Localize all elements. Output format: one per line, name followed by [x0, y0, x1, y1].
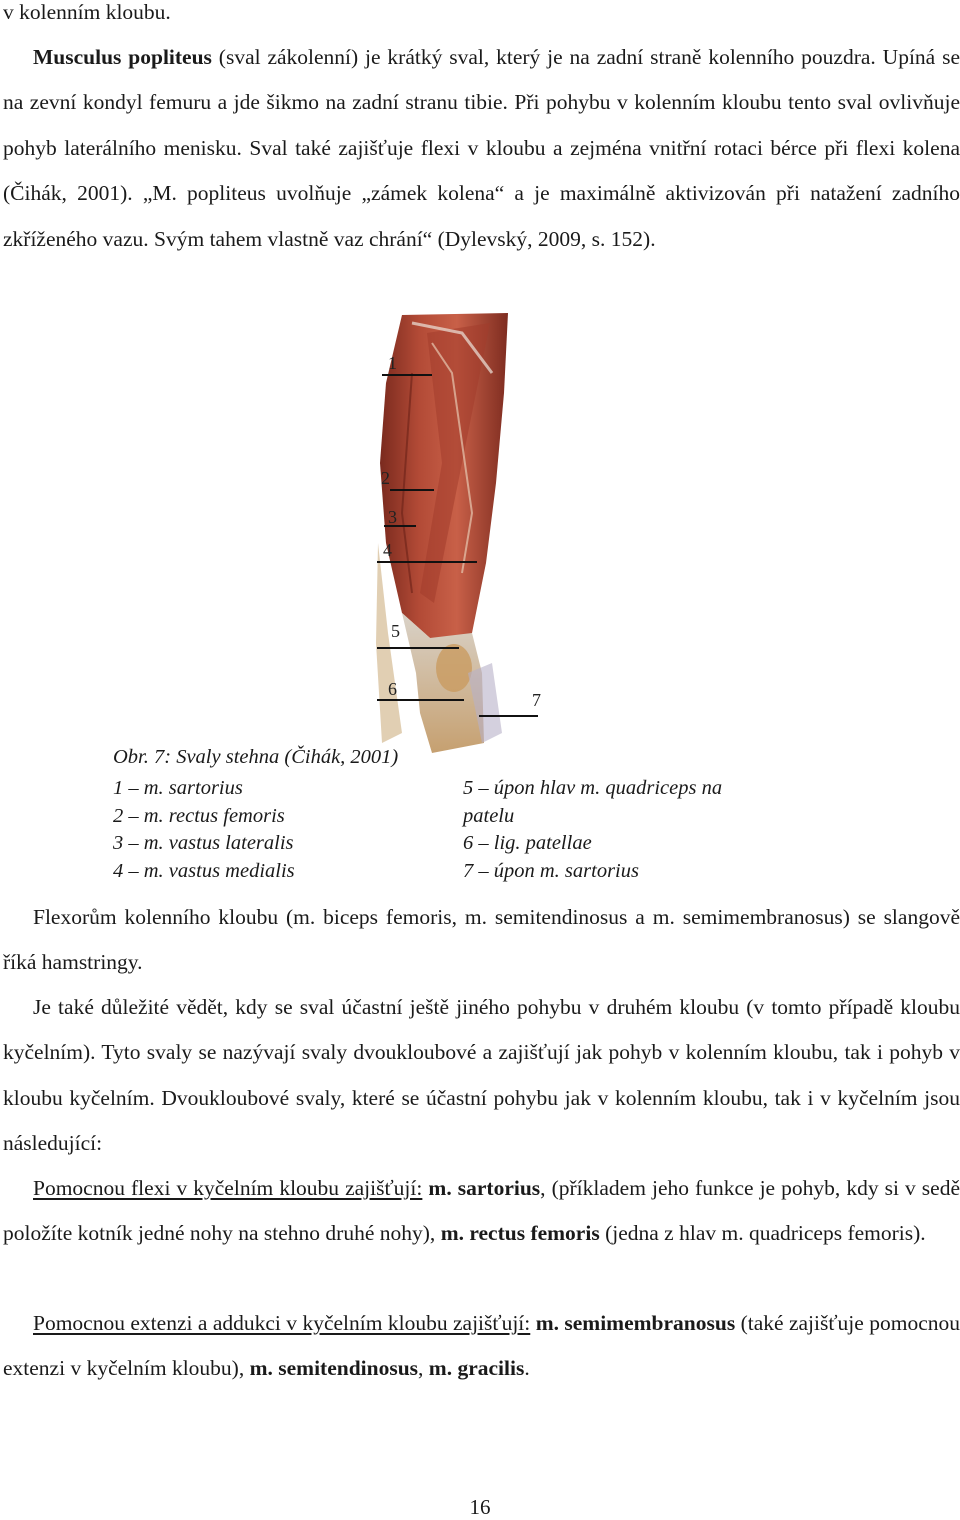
thigh-muscles-figure: [372, 313, 542, 753]
thigh-illustration: [372, 313, 542, 753]
bold-term: m. semimembranosus: [535, 1311, 736, 1335]
bold-term: m. rectus femoris: [440, 1221, 600, 1246]
figure-label-4: 4: [383, 540, 392, 560]
paragraph-text: , (příkladem jeho funkce je pohyb, kdy si v sedě položíte kotník jedné nohy na stehno druhé nohy),: [3, 1176, 960, 1246]
paragraph-text: (jedna z hlav m. quadriceps femoris).: [599, 1221, 926, 1246]
figure-caption: Obr. 7: Svaly stehna (Čihák, 2001): [113, 746, 399, 768]
paragraph-text: ,: [418, 1356, 429, 1381]
continuation-text: v kolenním kloubu.: [3, 0, 171, 24]
paragraph-popliteus: [3, 35, 960, 262]
figure-label-6: 6: [388, 679, 397, 699]
page-number: 16: [469, 1495, 491, 1519]
bold-term: m. semitendinosus: [249, 1356, 419, 1381]
legend-item: 4 – m. vastus medialis: [113, 860, 295, 883]
figure-legend-left: [113, 775, 295, 886]
legend-item: 6 – lig. patellae: [463, 832, 592, 855]
underlined-heading: Pomocnou flexi v kyčelním kloubu zajišťují:: [33, 1176, 423, 1200]
figure-label-7: 7: [532, 690, 541, 710]
paragraph-text: (sval zákolenní) je krátký sval, který je na zadní straně kolenního pouzdra. Upíná se na zevní kondyl femuru a jde šikmo na zadní stranu tibie. Při pohybu v kolenním kloubu tento sval ovlivňuje pohyb laterálního menisku. Sval také zajišťuje flexi v kloubu a zejména vnitřní rotaci bérce při flexi kolena (Čihák, 2001). „M. popliteus uvolňuje „zámek kolena“ a je maximálně aktivizován při natažení zadního zkříženého vazu. Svým tahem vlastně vaz chrání“ (Dylevský, 2009, s. 152).: [3, 45, 960, 251]
bold-term: m. gracilis: [428, 1356, 525, 1381]
paragraph-text: .: [524, 1356, 530, 1381]
legend-item: 5 – úpon hlav m. quadriceps na: [463, 777, 723, 799]
figure-label-2: 2: [381, 468, 390, 488]
paragraph-text: Flexorům kolenního kloubu (m. biceps femoris, m. semitendinosus a m. semimembranosus) se slangově říká hamstringy.: [3, 905, 960, 975]
paragraph-text: Je také důležité vědět, kdy se sval účastní ještě jiného pohybu v druhém kloubu (v tomto případě kloubu kyčelním). Tyto svaly se nazývají svaly dvoukloubové a zajišťují jak pohyb v kolenním kloubu, tak i pohyb v kloubu kyčelním. Dvoukloubové svaly, které se účastní pohybu jak v kolenním kloubu, tak i v kyčelním jsou následující:: [3, 995, 960, 1156]
bold-term: m. sartorius: [428, 1176, 541, 1200]
figure-label-5: 5: [391, 621, 400, 641]
figure-legend-right: [463, 775, 722, 886]
legend-item: 7 – úpon m. sartorius: [463, 860, 639, 883]
legend-item: patelu: [463, 804, 515, 827]
paragraph-continuation: [3, 0, 960, 35]
paragraph-biarticular: [3, 985, 960, 1167]
paragraph-hip-extension: [3, 1301, 960, 1392]
figure-label-1: 1: [388, 353, 397, 373]
figure-label-3: 3: [388, 507, 397, 527]
underlined-heading: Pomocnou extenzi a addukci v kyčelním kloubu zajišťují:: [33, 1311, 531, 1335]
legend-item: 1 – m. sartorius: [113, 777, 243, 799]
paragraph-text: (také zajišťuje pomocnou extenzi v kyčelním kloubu),: [3, 1311, 960, 1381]
bold-term: Musculus popliteus: [33, 45, 212, 69]
legend-item: 3 – m. vastus lateralis: [113, 832, 294, 855]
paragraph-hip-flexion: [3, 1166, 960, 1257]
legend-item: 2 – m. rectus femoris: [113, 804, 285, 827]
paragraph-hamstrings: [3, 895, 960, 986]
